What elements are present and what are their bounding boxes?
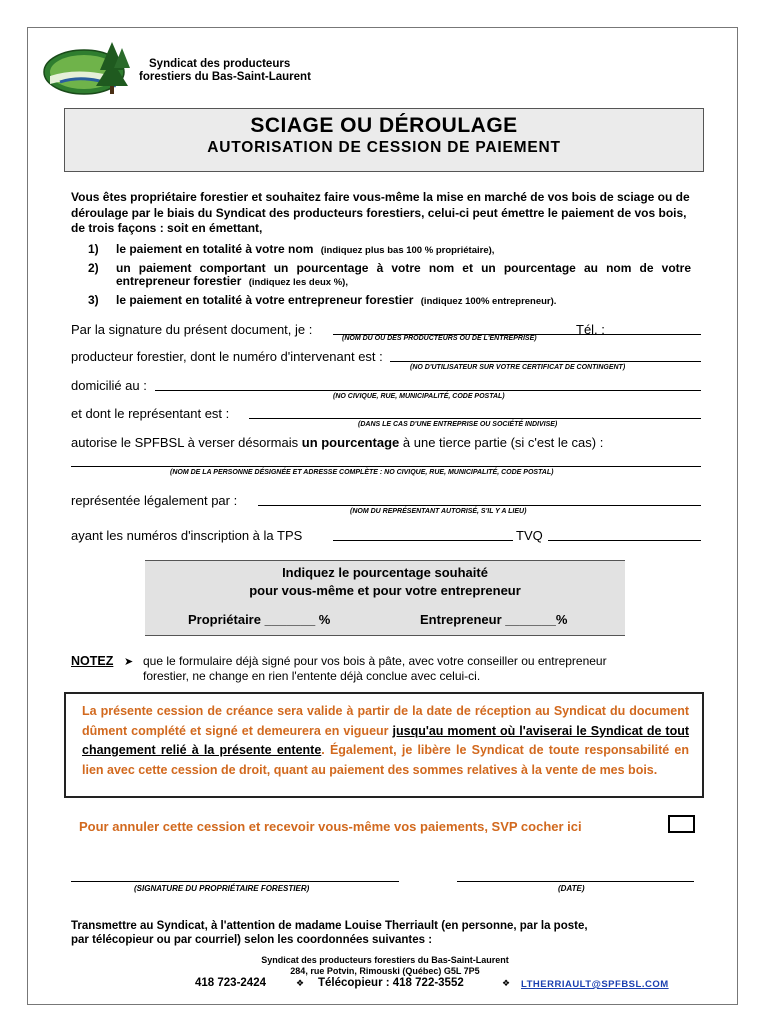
- contact-address: 284, rue Potvin, Rimouski (Québec) G5L 7P5: [290, 966, 480, 976]
- diamond-separator-icon: ❖: [296, 978, 305, 988]
- authorize-text: [71, 435, 603, 450]
- tel-label: Tél. :: [576, 322, 605, 337]
- form-page: [27, 27, 738, 1005]
- option-1: [116, 243, 691, 257]
- option-2-text: un paiement comportant un pourcentage à votre nom et un pourcentage au nom de votre entrepreneur forestier: [116, 261, 691, 288]
- arrow-bullet-icon: ➤: [124, 656, 134, 668]
- representative-caption: (DANS LE CAS D'UNE ENTREPRISE OU SOCIÉTÉ INDIVISE): [358, 421, 558, 428]
- option-1-note: (indiquez plus bas 100 % propriétaire),: [320, 245, 495, 256]
- representative-field[interactable]: [249, 418, 701, 419]
- transmit-line1: Transmettre au Syndicat, à l'attention de madame Louise Therriault (en personne, par la poste,: [71, 920, 588, 932]
- authorize-post: à une tierce partie (si c'est le cas) :: [402, 435, 604, 450]
- date-field[interactable]: [457, 881, 694, 882]
- legal-rep-label: représentée légalement par :: [71, 493, 238, 508]
- diamond-separator-icon: ❖: [502, 978, 511, 988]
- option-1-text: le paiement en totalité à votre nom: [116, 242, 314, 256]
- authorize-bold: un pourcentage: [301, 435, 400, 450]
- percentage-box: [145, 560, 625, 636]
- owner-signature-caption: (SIGNATURE DU PROPRIÉTAIRE FORESTIER): [134, 884, 310, 893]
- third-party-field[interactable]: [71, 466, 701, 467]
- org-name-line1: Syndicat des producteurs: [149, 58, 291, 70]
- notice-part1: La présente cession de créance sera valide à partir de la date de réception au Syndicat du document dûment complété et signé et demeurera en vigueur: [82, 704, 689, 738]
- option-3-note: (indiquez 100% entrepreneur).: [420, 296, 557, 307]
- title-box: [64, 108, 704, 172]
- authorize-pre: autorise le SPFBSL à verser désormais: [71, 435, 299, 450]
- contact-fax: Télécopieur : 418 722-3552: [318, 977, 464, 989]
- notice-part2: . Également, je libère le Syndicat de toute responsabilité en lien avec cette cession de droit, quant au paiement des sommes relatives à la vente de mes bois.: [82, 743, 690, 777]
- producer-number-caption: (NO D'UTILISATEUR SUR VOTRE CERTIFICAT DE CONTINGENT): [410, 364, 626, 371]
- tvq-label: TVQ: [516, 528, 543, 543]
- option-3-number: 3): [88, 293, 99, 307]
- domicile-field[interactable]: [155, 390, 701, 391]
- representative-label: et dont le représentant est :: [71, 406, 230, 421]
- domicile-label: domicilié au :: [71, 378, 147, 393]
- notice-text: [82, 702, 689, 780]
- option-1-number: 1): [88, 242, 99, 256]
- note-line1: que le formulaire déjà signé pour vos bois à pâte, avec votre conseiller ou entrepreneur: [143, 654, 607, 668]
- owner-percentage-field[interactable]: Propriétaire _______ %: [188, 612, 331, 627]
- option-2-number: 2): [88, 261, 99, 275]
- date-caption: (DATE): [558, 884, 585, 893]
- note-line2: forestier, ne change en rien l'entente déjà conclue avec celui-ci.: [143, 669, 481, 683]
- transmit-line2: par télécopieur ou par courriel) selon les coordonnées suivantes :: [71, 934, 433, 946]
- percentage-line2: pour vous-même et pour votre entrepreneur: [249, 583, 521, 598]
- notice-underlined: jusqu'au moment où l'aviserai le Syndicat de tout changement relié à la présente entente: [82, 723, 690, 757]
- org-name: [139, 58, 311, 84]
- producer-number-field[interactable]: [390, 361, 701, 362]
- tvq-field[interactable]: [548, 540, 701, 541]
- note-text: [143, 654, 703, 684]
- option-3-text: le paiement en totalité à votre entrepreneur forestier: [116, 293, 414, 307]
- producer-number-label: producteur forestier, dont le numéro d'intervenant est :: [71, 349, 383, 364]
- note-label: NOTEZ: [71, 654, 114, 668]
- cancel-text: Pour annuler cette cession et recevoir vous-même vos paiements, SVP cocher ici: [79, 819, 582, 834]
- transmit-text: [71, 919, 711, 947]
- producer-name-caption: (NOM DU OU DES PRODUCTEURS OU DE L'ENTREPRISE): [342, 335, 537, 342]
- intro-paragraph: Vous êtes propriétaire forestier et souhaitez faire vous-même la mise en marché de vos bois de sciage ou de déroulage par le biais du Syndicat des producteurs forestiers, celui-ci peut émettre le paiement de vos bois, de trois façons : soit en émettant,: [71, 190, 690, 235]
- tps-field[interactable]: [333, 540, 513, 541]
- option-2-note: (indiquez les deux %),: [248, 277, 348, 288]
- domicile-caption: (NO CIVIQUE, RUE, MUNICIPALITÉ, CODE POSTAL): [333, 393, 505, 400]
- legal-rep-caption: (NOM DU REPRÉSENTANT AUTORISÉ, S'IL Y A LIEU): [350, 508, 527, 515]
- signature-label: Par la signature du présent document, je :: [71, 322, 313, 337]
- legal-rep-field[interactable]: [258, 505, 701, 506]
- owner-signature-field[interactable]: [71, 881, 399, 882]
- option-2: [116, 262, 691, 289]
- contact-name: Syndicat des producteurs forestiers du Bas-Saint-Laurent: [261, 955, 509, 965]
- tps-label: ayant les numéros d'inscription à la TPS: [71, 528, 303, 543]
- contractor-percentage-field[interactable]: Entrepreneur _______%: [420, 612, 568, 627]
- org-name-line2: forestiers du Bas-Saint-Laurent: [139, 71, 311, 83]
- tree-logo-icon: [40, 36, 136, 98]
- notice-box: [64, 692, 704, 798]
- cancel-checkbox[interactable]: [668, 815, 695, 833]
- option-3: [116, 294, 691, 308]
- contact-email-link[interactable]: LTHERRIAULT@SPFBSL.COM: [521, 979, 669, 990]
- page-subtitle: AUTORISATION DE CESSION DE PAIEMENT: [207, 139, 561, 156]
- page-title: SCIAGE OU DÉROULAGE: [250, 114, 518, 137]
- contact-phone: 418 723-2424: [195, 977, 266, 989]
- third-party-caption: (NOM DE LA PERSONNE DÉSIGNÉE ET ADRESSE COMPLÈTE : NO CIVIQUE, RUE, MUNICIPALITÉ, CODE POSTAL): [170, 469, 554, 476]
- percentage-line1: Indiquez le pourcentage souhaité: [282, 565, 488, 580]
